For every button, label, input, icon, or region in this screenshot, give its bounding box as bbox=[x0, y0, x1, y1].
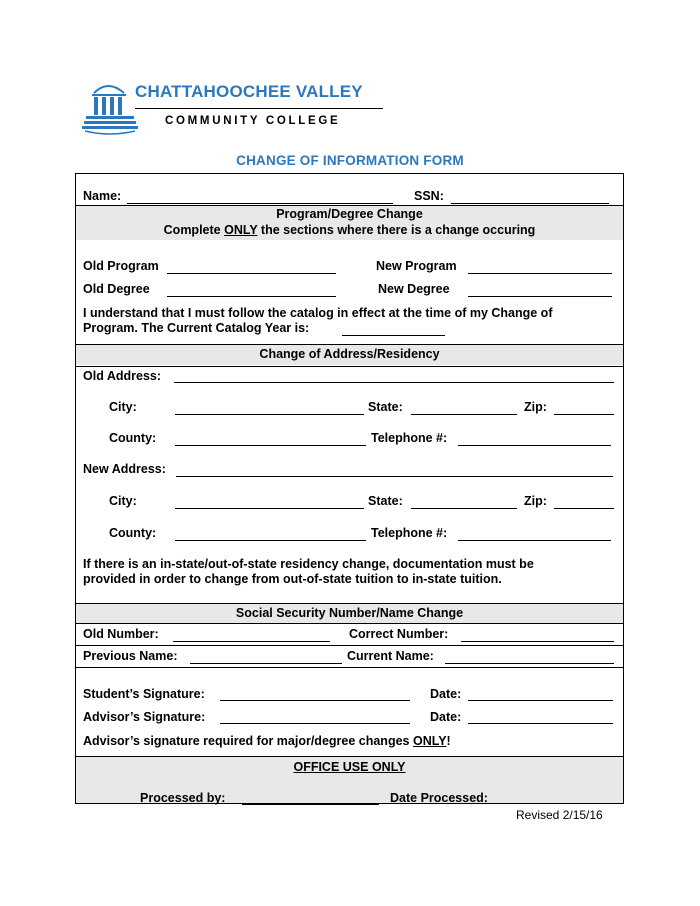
address-section-title: Change of Address/Residency bbox=[259, 347, 440, 361]
date-processed-label: Date Processed: bbox=[390, 791, 488, 805]
student-date-label: Date: bbox=[430, 687, 462, 701]
catalog-year-field[interactable] bbox=[342, 335, 445, 336]
college-name: CHATTAHOOCHEE VALLEY bbox=[135, 82, 363, 101]
student-date-field[interactable] bbox=[468, 700, 613, 701]
old-city-label: City: bbox=[109, 400, 137, 414]
divider bbox=[75, 344, 624, 345]
divider bbox=[75, 603, 624, 604]
previous-name-label: Previous Name: bbox=[83, 649, 178, 663]
old-zip-field[interactable] bbox=[554, 414, 614, 415]
old-telephone-field[interactable] bbox=[458, 445, 611, 446]
revision-date: Revised 2/15/16 bbox=[516, 808, 603, 822]
new-program-label: New Program bbox=[376, 259, 457, 273]
ssn-field[interactable] bbox=[451, 203, 609, 204]
old-degree-field[interactable] bbox=[167, 296, 336, 297]
divider bbox=[75, 667, 624, 668]
logo-divider bbox=[135, 108, 383, 109]
processed-by-field[interactable] bbox=[242, 804, 379, 805]
divider bbox=[75, 645, 624, 646]
new-zip-field[interactable] bbox=[554, 508, 614, 509]
processed-by-label: Processed by: bbox=[140, 791, 226, 805]
old-state-field[interactable] bbox=[411, 414, 517, 415]
current-name-field[interactable] bbox=[445, 663, 614, 664]
program-section-instruction: Complete ONLY the sections where there is a change occuring bbox=[163, 223, 536, 237]
new-zip-label: Zip: bbox=[524, 494, 547, 508]
residency-note-line2: provided in order to change from out-of-state tuition to in-state tuition. bbox=[83, 572, 502, 586]
new-telephone-label: Telephone #: bbox=[371, 526, 448, 540]
correct-number-label: Correct Number: bbox=[349, 627, 449, 641]
old-city-field[interactable] bbox=[175, 414, 364, 415]
college-subtitle: COMMUNITY COLLEGE bbox=[165, 115, 341, 127]
correct-number-field[interactable] bbox=[461, 641, 614, 642]
name-label: Name: bbox=[83, 189, 122, 203]
name-field[interactable] bbox=[127, 203, 393, 204]
new-address-label: New Address: bbox=[83, 462, 166, 476]
old-number-label: Old Number: bbox=[83, 627, 159, 641]
new-degree-field[interactable] bbox=[468, 296, 612, 297]
catalog-statement-line2: Program. The Current Catalog Year is: bbox=[83, 321, 310, 335]
old-program-label: Old Program bbox=[83, 259, 159, 273]
current-name-label: Current Name: bbox=[347, 649, 434, 663]
old-address-field[interactable] bbox=[174, 382, 614, 383]
ssn-section-title: Social Security Number/Name Change bbox=[235, 606, 464, 620]
divider bbox=[75, 623, 624, 624]
new-program-field[interactable] bbox=[468, 273, 612, 274]
office-use-title: OFFICE USE ONLY bbox=[293, 760, 406, 774]
new-city-field[interactable] bbox=[175, 508, 364, 509]
advisor-signature-note: Advisor’s signature required for major/degree changes ONLY! bbox=[83, 734, 451, 748]
new-county-label: County: bbox=[109, 526, 157, 540]
residency-note-line1: If there is an in-state/out-of-state residency change, documentation must be bbox=[83, 557, 534, 571]
advisor-date-field[interactable] bbox=[468, 723, 613, 724]
new-county-field[interactable] bbox=[175, 540, 366, 541]
divider bbox=[75, 756, 624, 757]
old-county-label: County: bbox=[109, 431, 157, 445]
new-city-label: City: bbox=[109, 494, 137, 508]
student-signature-field[interactable] bbox=[220, 700, 410, 701]
new-telephone-field[interactable] bbox=[458, 540, 611, 541]
form-title: CHANGE OF INFORMATION FORM bbox=[236, 153, 464, 168]
advisor-signature-field[interactable] bbox=[220, 723, 410, 724]
new-address-field[interactable] bbox=[176, 476, 613, 477]
old-number-field[interactable] bbox=[173, 641, 330, 642]
program-section-title: Program/Degree Change bbox=[276, 207, 423, 221]
old-county-field[interactable] bbox=[175, 445, 366, 446]
student-signature-label: Student’s Signature: bbox=[83, 687, 205, 701]
old-zip-label: Zip: bbox=[524, 400, 547, 414]
advisor-date-label: Date: bbox=[430, 710, 462, 724]
old-program-field[interactable] bbox=[167, 273, 336, 274]
divider bbox=[75, 366, 624, 367]
divider bbox=[75, 205, 624, 206]
old-state-label: State: bbox=[368, 400, 403, 414]
old-address-label: Old Address: bbox=[83, 369, 162, 383]
new-degree-label: New Degree bbox=[378, 282, 450, 296]
advisor-signature-label: Advisor’s Signature: bbox=[83, 710, 206, 724]
new-state-field[interactable] bbox=[411, 508, 517, 509]
old-degree-label: Old Degree bbox=[83, 282, 150, 296]
old-telephone-label: Telephone #: bbox=[371, 431, 448, 445]
previous-name-field[interactable] bbox=[190, 663, 342, 664]
new-state-label: State: bbox=[368, 494, 403, 508]
ssn-label: SSN: bbox=[414, 189, 444, 203]
catalog-statement-line1: I understand that I must follow the catalog in effect at the time of my Change of bbox=[83, 306, 553, 320]
